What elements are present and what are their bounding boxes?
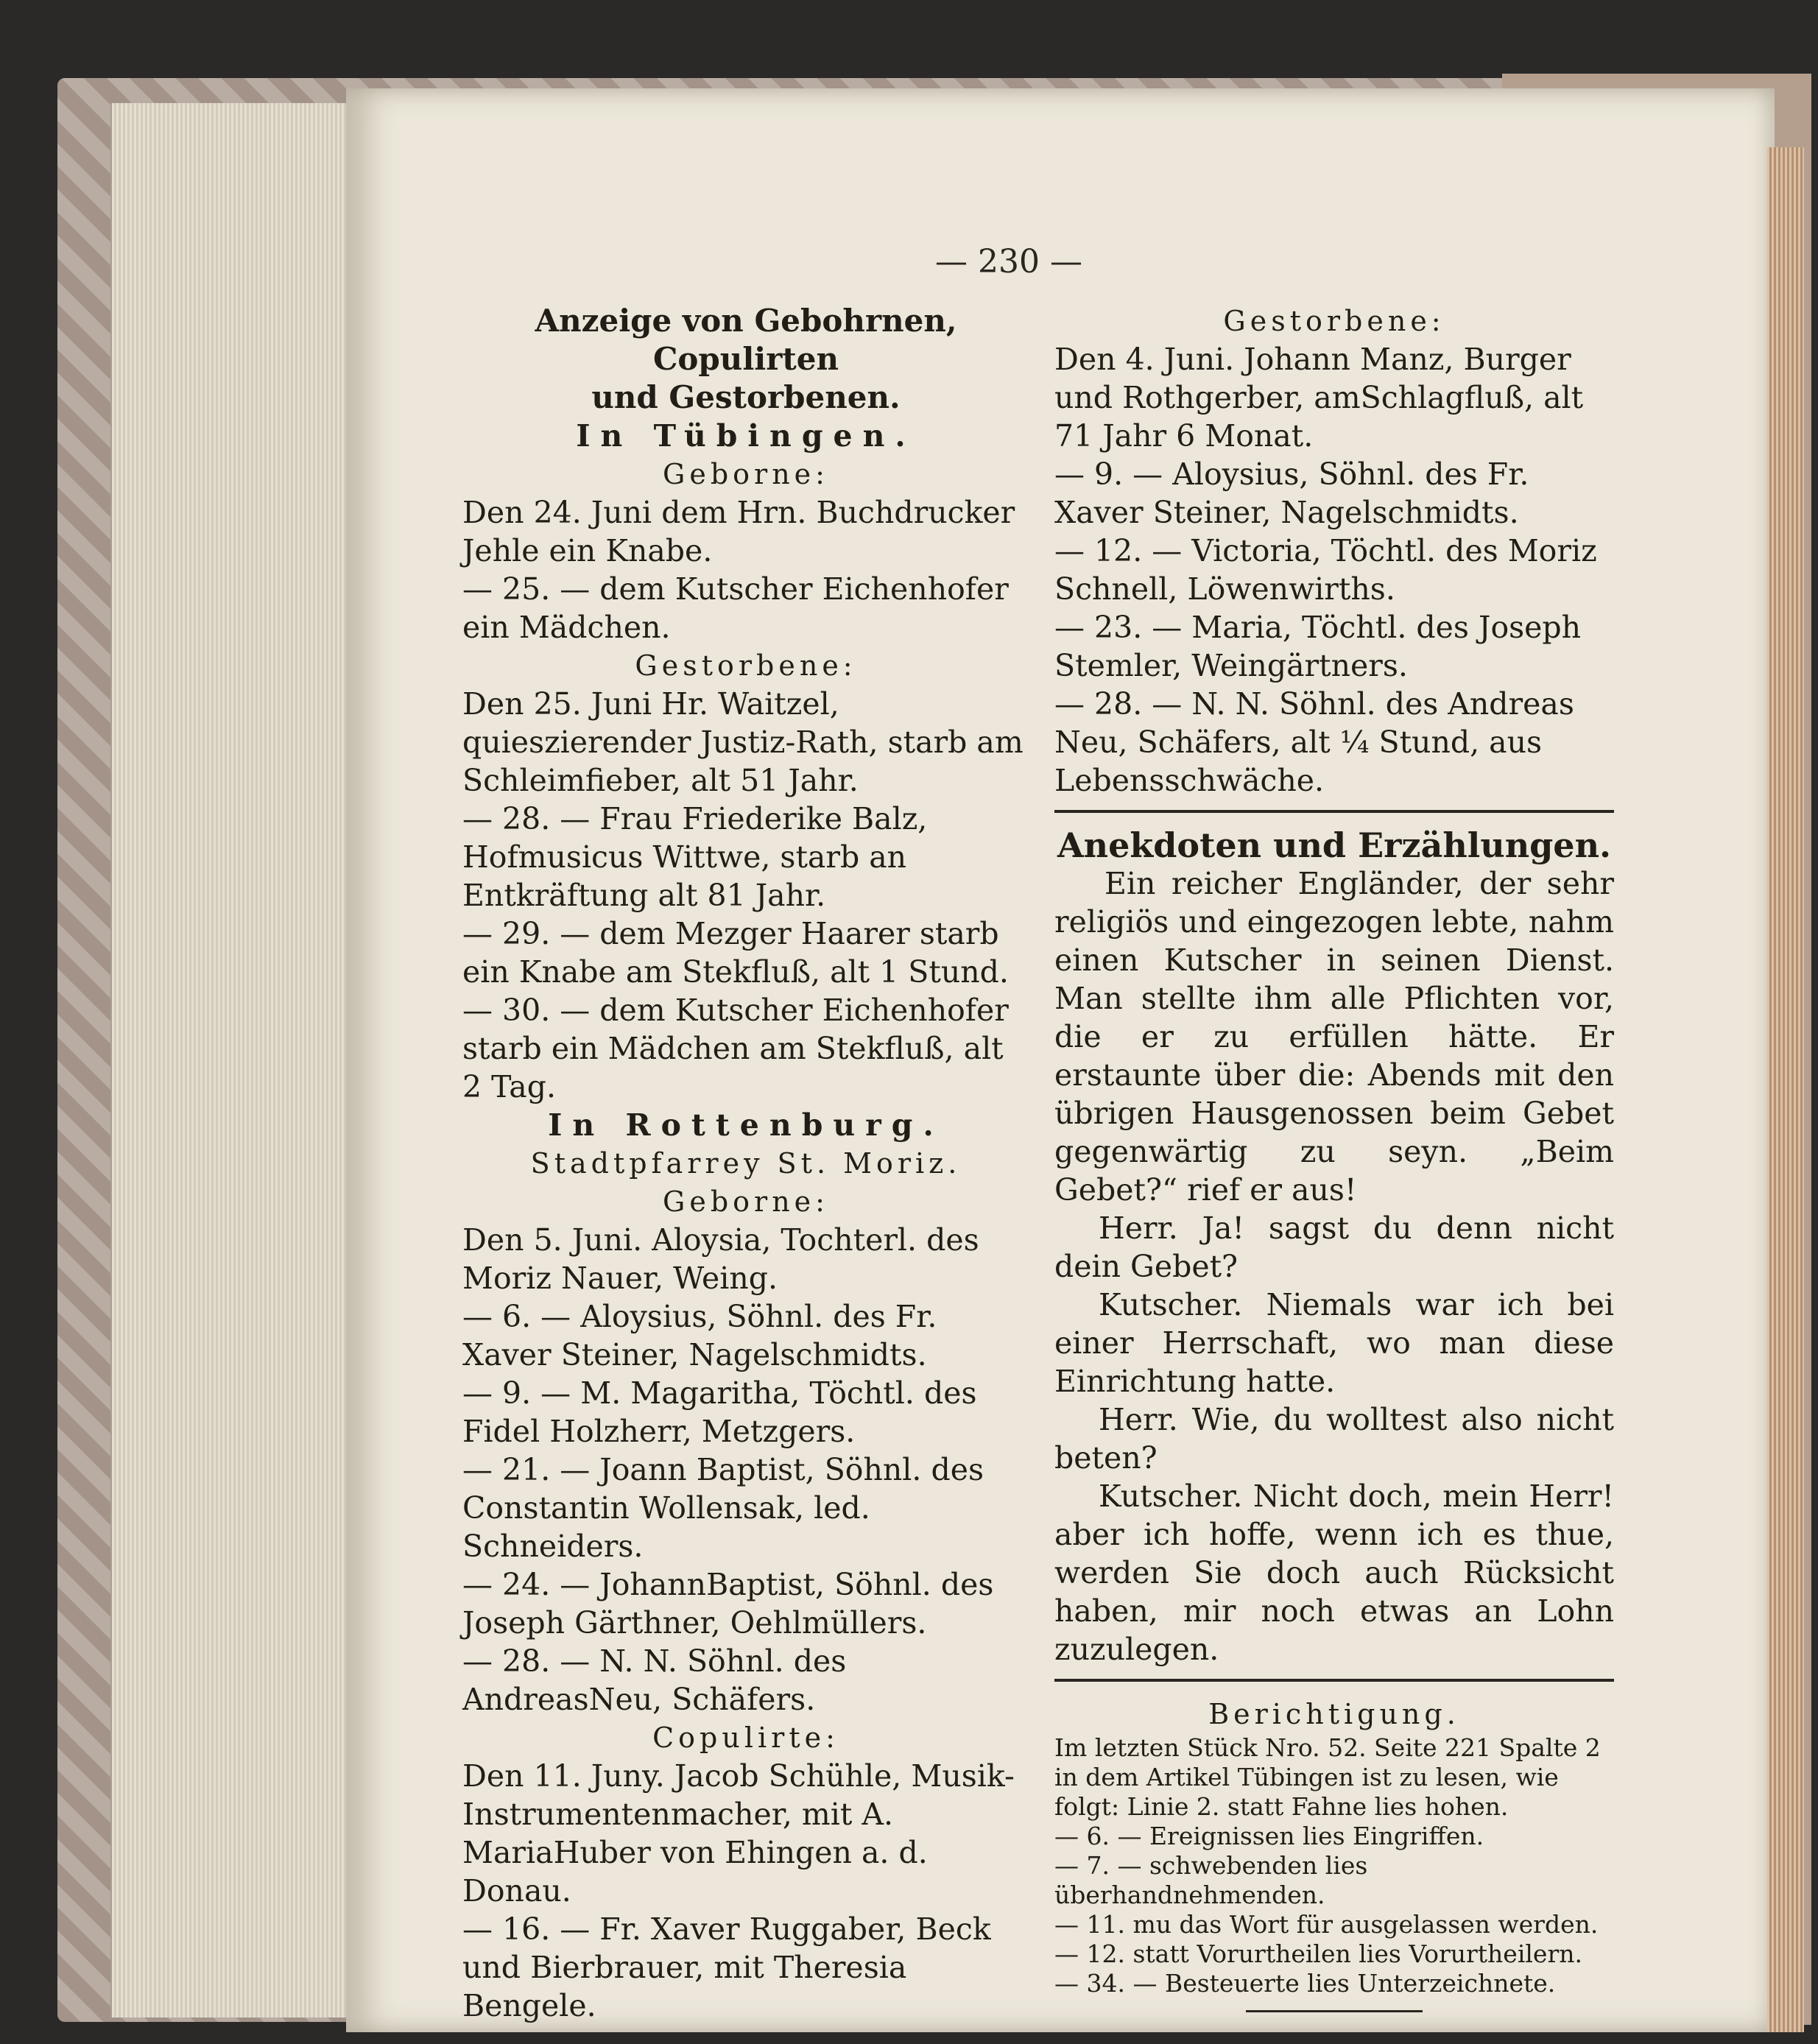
errata-entry: — 34. — Besteuerte lies Unterzeichnete. (1054, 1969, 1556, 1998)
died-entry: — 29. — dem Mezger Haarer starb ein Knabe am Stekfluß, alt 1 Stund. (462, 916, 1009, 990)
place-heading-rottenburg: In Rottenburg. (548, 1107, 944, 1143)
copulated-entry: Den 11. Juny. Jacob Schühle, Musik-Instrumentenmacher, mit A. MariaHuber von Ehingen a. d. Donau. (462, 1758, 1015, 1909)
copulated-heading: Copulirte: (652, 1721, 839, 1754)
born-entry: — 24. — JohannBaptist, Söhnl. des Joseph Gärthner, Oehlmüllers. (462, 1567, 994, 1641)
died-entry: — 23. — Maria, Töchtl. des Joseph Stemler, Weingärtners. (1054, 610, 1582, 683)
born-heading-2: Geborne: (663, 1185, 829, 1218)
left-column (462, 302, 1029, 2025)
anecdote-intro: Ein reicher Engländer, der sehr religiös und eingezogen lebte, nahm einen Kutscher in seinen Dienst. Man stellte ihm alle Pflichten vor, die er zu erfüllen hätte. Er erstaunte über die: Abends mit den übrigen Hausgenossen beim Gebet gegenwärtig zu seyn. „Beim Gebet?“ rief er aus! (1054, 866, 1614, 1208)
born-entry: — 28. — N. N. Söhnl. des AndreasNeu, Schäfers. (462, 1643, 847, 1717)
page-edge-right (1767, 147, 1804, 2032)
section-divider (1054, 810, 1614, 813)
announcement-title-line2: und Gestorbenen. (591, 379, 901, 415)
copulated-entry: — 16. — Fr. Xaver Ruggaber, Beck und Bierbrauer, mit Theresia Bengele. (462, 1911, 991, 2023)
anecdote-heading: Anekdoten und Erzählungen. (1057, 825, 1612, 865)
died-entry: — 30. — dem Kutscher Eichenhofer starb ein Mädchen am Stekfluß, alt 2 Tag. (462, 993, 1009, 1104)
dialog-line: Herr. Wie, du wolltest also nicht beten? (1054, 1402, 1614, 1476)
born-entry: — 25. — dem Kutscher Eichenhofer ein Mädchen. (462, 571, 1009, 645)
died-entry: — 12. — Victoria, Töchtl. des Moriz Schnell, Löwenwirths. (1054, 533, 1597, 607)
parish-heading: Stadtpfarrey St. Moriz. (530, 1147, 962, 1180)
born-entry: — 9. — M. Magaritha, Töchtl. des Fidel Holzherr, Metzgers. (462, 1375, 977, 1449)
dialog-line: Kutscher. Nicht doch, mein Herr! aber ich hoffe, wenn ich es thue, werden Sie doch auch Rücksicht haben, mir noch etwas an Lohn zuzulegen. (1054, 1479, 1614, 1667)
died-entry: — 28. — Frau Friederike Balz, Hofmusicus Wittwe, starb an Entkräftung alt 81 Jahr. (462, 801, 928, 913)
died-entry: — 9. — Aloysius, Söhnl. des Fr. Xaver Steiner, Nagelschmidts. (1054, 457, 1529, 530)
errata-entry: — 6. — Ereignissen lies Eingriffen. (1054, 1822, 1484, 1850)
born-entry: — 6. — Aloysius, Söhnl. des Fr. Xaver Steiner, Nagelschmidts. (462, 1299, 937, 1372)
section-divider (1054, 1679, 1614, 1682)
errata-entry: — 11. mu das Wort für ausgelassen werden. (1054, 1910, 1599, 1939)
died-entry: Den 4. Juni. Johann Manz, Burger und Rothgerber, amSchlagfluß, alt 71 Jahr 6 Monat. (1054, 342, 1584, 454)
dialog-line: Kutscher. Niemals war ich bei einer Herrschaft, wo man diese Einrichtung hatte. (1054, 1287, 1614, 1399)
dialog-line: Herr. Ja! sagst du denn nicht dein Gebet? (1054, 1210, 1614, 1284)
errata-entry: — 12. statt Vorurtheilen lies Vorurtheilern. (1054, 1939, 1582, 1968)
born-entry: — 21. — Joann Baptist, Söhnl. des Constantin Wollensak, led. Schneiders. (462, 1452, 984, 1564)
died-entry: — 28. — N. N. Söhnl. des Andreas Neu, Schäfers, alt ¼ Stund, aus Lebensschwäche. (1054, 686, 1574, 798)
born-heading: Geborne: (663, 458, 829, 490)
errata-intro: Im letzten Stück Nro. 52. Seite 221 Spalte 2 in dem Artikel Tübingen ist zu lesen, wie folgt: Linie 2. statt Fahne lies hohen. (1054, 1733, 1601, 1821)
announcement-title-line1: Anzeige von Gebohrnen, Copulirten (535, 303, 957, 377)
right-column (1054, 302, 1614, 2012)
died-heading-right: Gestorbene: (1223, 305, 1445, 337)
errata-entry: — 7. — schwebenden lies überhandnehmenden. (1054, 1851, 1368, 1909)
born-entry: Den 24. Juni dem Hrn. Buchdrucker Jehle ein Knabe. (462, 495, 1015, 568)
died-entry: Den 25. Juni Hr. Waitzel, quieszierender Justiz-Rath, starb am Schleimfieber, alt 51 Jahr. (462, 686, 1023, 798)
page-number: — 230 — (935, 243, 1082, 281)
page-block-edge (110, 103, 362, 2017)
end-divider (1246, 2010, 1423, 2012)
born-entry: Den 5. Juni. Aloysia, Tochterl. des Moriz Nauer, Weing. (462, 1222, 979, 1296)
errata-heading: Berichtigung. (1208, 1698, 1460, 1730)
died-heading: Gestorbene: (635, 649, 857, 682)
place-heading-tuebingen: In Tübingen. (576, 418, 916, 454)
